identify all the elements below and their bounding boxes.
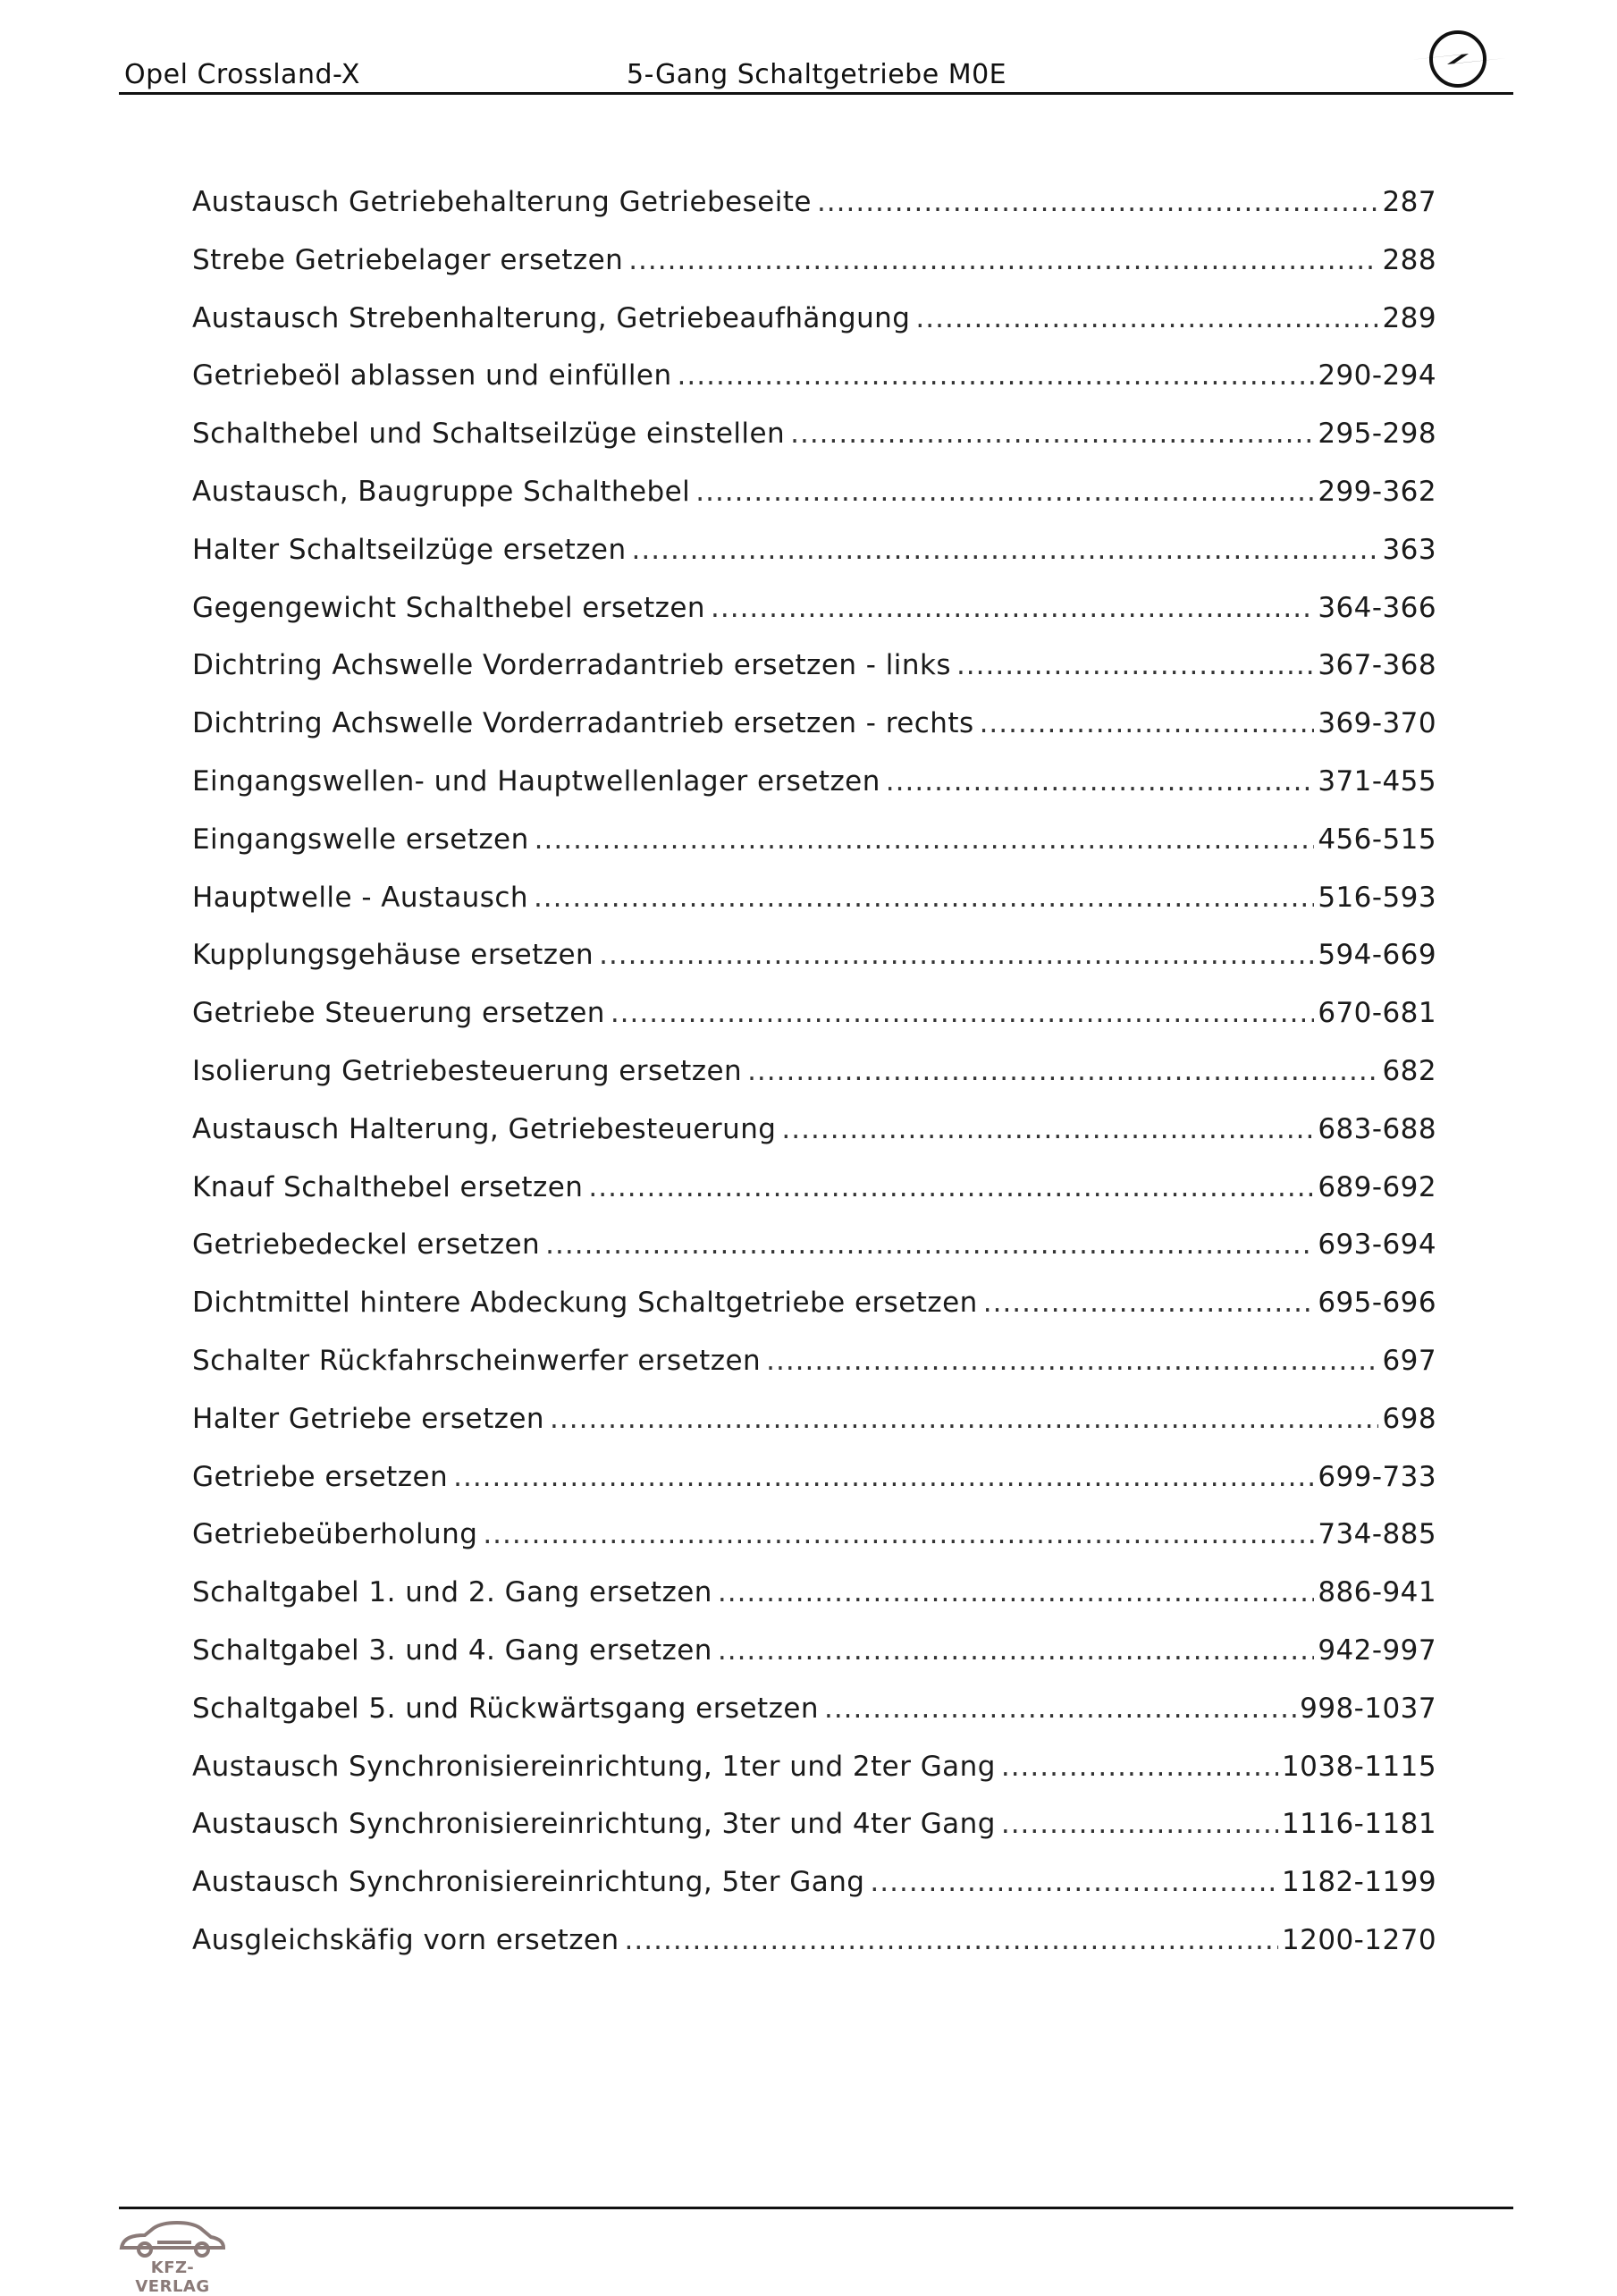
toc-entry-page: 594-669 bbox=[1318, 939, 1436, 972]
footer-divider bbox=[119, 2207, 1513, 2209]
toc-entry-title: Strebe Getriebelager ersetzen bbox=[192, 243, 624, 276]
toc-entry bbox=[192, 1808, 1436, 1866]
toc-entry-page: 698 bbox=[1382, 1402, 1436, 1435]
opel-blitz-logo-icon bbox=[1408, 25, 1508, 89]
toc-dot-leader bbox=[718, 1576, 1314, 1608]
toc-dot-leader bbox=[453, 1461, 1314, 1493]
toc-dot-leader bbox=[718, 1634, 1314, 1667]
toc-entry bbox=[192, 418, 1436, 476]
toc-entry-page: 516-593 bbox=[1318, 881, 1436, 914]
header-vehicle-title: Opel Crossland-X bbox=[124, 59, 360, 90]
toc-entry-title: Eingangswellen- und Hauptwellenlager ersetzen bbox=[192, 764, 880, 798]
toc-entry-page: 1038-1115 bbox=[1281, 1750, 1436, 1783]
header-chapter-title: 5-Gang Schaltgetriebe M0E bbox=[627, 59, 1007, 90]
toc-entry-page: 689-692 bbox=[1318, 1170, 1436, 1203]
toc-entry-page: 456-515 bbox=[1318, 823, 1436, 856]
toc-dot-leader bbox=[983, 1287, 1315, 1319]
toc-dot-leader bbox=[550, 1403, 1378, 1435]
toc-entry-page: 1182-1199 bbox=[1281, 1866, 1436, 1899]
toc-entry-page: 363 bbox=[1382, 533, 1436, 566]
toc-entry-title: Getriebe ersetzen bbox=[192, 1460, 449, 1493]
toc-dot-leader bbox=[711, 592, 1314, 624]
toc-entry-title: Schaltgabel 1. und 2. Gang ersetzen bbox=[192, 1576, 712, 1609]
toc-entry-page: 1116-1181 bbox=[1281, 1808, 1436, 1841]
toc-entry-page: 695-696 bbox=[1318, 1287, 1436, 1320]
toc-entry-title: Halter Schaltseilzüge ersetzen bbox=[192, 533, 627, 566]
toc-entry-page: 670-681 bbox=[1318, 997, 1436, 1030]
toc-dot-leader bbox=[824, 1692, 1296, 1725]
toc-entry-page: 369-370 bbox=[1318, 707, 1436, 740]
toc-dot-leader bbox=[956, 649, 1314, 681]
toc-dot-leader bbox=[980, 707, 1315, 739]
toc-entry bbox=[192, 1228, 1436, 1287]
toc-entry-title: Getriebeöl ablassen und einfüllen bbox=[192, 359, 672, 393]
toc-entry bbox=[192, 882, 1436, 940]
toc-entry-title: Ausgleichskäfig vorn ersetzen bbox=[192, 1923, 619, 1956]
toc-entry bbox=[192, 1751, 1436, 1809]
toc-entry-title: Austausch Getriebehalterung Getriebeseite bbox=[192, 186, 812, 218]
toc-entry-title: Austausch Synchronisiereinrichtung, 1ter und 2ter Gang bbox=[192, 1750, 996, 1783]
toc-dot-leader bbox=[599, 939, 1314, 971]
toc-entry-title: Dichtring Achswelle Vorderradantrieb ersetzen - links bbox=[192, 649, 951, 682]
toc-entry-title: Eingangswelle ersetzen bbox=[192, 823, 529, 856]
toc-entry bbox=[192, 1345, 1436, 1403]
toc-entry bbox=[192, 244, 1436, 302]
toc-entry-title: Getriebedeckel ersetzen bbox=[192, 1228, 541, 1262]
toc-entry-title: Getriebeüberholung bbox=[192, 1518, 478, 1551]
toc-entry bbox=[192, 1113, 1436, 1171]
toc-entry-title: Austausch Synchronisiereinrichtung, 5ter Gang bbox=[192, 1866, 865, 1899]
toc-entry bbox=[192, 823, 1436, 882]
toc-dot-leader bbox=[483, 1518, 1314, 1550]
toc-entry bbox=[192, 707, 1436, 765]
toc-entry bbox=[192, 1518, 1436, 1576]
toc-dot-leader bbox=[628, 244, 1378, 276]
toc-entry-page: 364-366 bbox=[1318, 591, 1436, 624]
toc-entry-page: 299-362 bbox=[1318, 475, 1436, 508]
toc-dot-leader bbox=[678, 359, 1315, 392]
toc-entry-page: 886-941 bbox=[1318, 1576, 1436, 1609]
toc-entry bbox=[192, 359, 1436, 418]
toc-entry-title: Schalter Rückfahrscheinwerfer ersetzen bbox=[192, 1344, 762, 1377]
toc-entry-title: Getriebe Steuerung ersetzen bbox=[192, 997, 605, 1030]
toc-entry-title: Kupplungsgehäuse ersetzen bbox=[192, 939, 594, 972]
toc-dot-leader bbox=[781, 1113, 1314, 1145]
toc-dot-leader bbox=[588, 1171, 1314, 1203]
toc-entry-title: Gegengewicht Schalthebel ersetzen bbox=[192, 591, 706, 624]
toc-dot-leader bbox=[632, 534, 1379, 566]
toc-dot-leader bbox=[766, 1345, 1378, 1377]
toc-entry-page: 1200-1270 bbox=[1281, 1923, 1436, 1956]
toc-dot-leader bbox=[817, 186, 1379, 218]
toc-entry-page: 683-688 bbox=[1318, 1112, 1436, 1145]
toc-entry bbox=[192, 592, 1436, 650]
toc-entry-title: Schaltgabel 3. und 4. Gang ersetzen bbox=[192, 1633, 712, 1667]
toc-dot-leader bbox=[611, 997, 1314, 1029]
toc-entry bbox=[192, 1171, 1436, 1229]
toc-entry bbox=[192, 1634, 1436, 1692]
toc-entry-title: Schalthebel und Schaltseilzüge einstellen bbox=[192, 418, 786, 451]
toc-entry bbox=[192, 1692, 1436, 1751]
publisher-name: KFZ-VERLAG bbox=[135, 2258, 210, 2296]
toc-entry-page: 998-1037 bbox=[1300, 1692, 1436, 1725]
toc-entry-page: 697 bbox=[1382, 1344, 1436, 1377]
toc-entry-title: Dichtmittel hintere Abdeckung Schaltgetriebe ersetzen bbox=[192, 1287, 978, 1320]
toc-entry-title: Knauf Schalthebel ersetzen bbox=[192, 1170, 584, 1203]
toc-entry-title: Hauptwelle - Austausch bbox=[192, 881, 528, 914]
toc-entry-title: Austausch, Baugruppe Schalthebel bbox=[192, 475, 691, 508]
toc-entry bbox=[192, 186, 1436, 244]
toc-dot-leader bbox=[534, 882, 1314, 914]
toc-entry-page: 367-368 bbox=[1318, 649, 1436, 682]
toc-entry-title: Austausch Strebenhalterung, Getriebeaufhängung bbox=[192, 301, 911, 334]
toc-entry-page: 295-298 bbox=[1318, 418, 1436, 451]
toc-entry bbox=[192, 1403, 1436, 1461]
toc-entry bbox=[192, 476, 1436, 534]
toc-entry-page: 699-733 bbox=[1318, 1460, 1436, 1493]
toc-dot-leader bbox=[695, 476, 1314, 508]
toc-entry bbox=[192, 1055, 1436, 1113]
toc-entry bbox=[192, 302, 1436, 360]
toc-dot-leader bbox=[535, 823, 1315, 856]
toc-dot-leader bbox=[790, 418, 1314, 450]
toc-entry bbox=[192, 1924, 1436, 1982]
toc-entry-page: 289 bbox=[1382, 301, 1436, 334]
toc-entry-page: 734-885 bbox=[1318, 1518, 1436, 1551]
toc-dot-leader bbox=[886, 765, 1315, 798]
toc-entry-title: Schaltgabel 5. und Rückwärtsgang ersetzen bbox=[192, 1692, 819, 1725]
toc-entry-title: Dichtring Achswelle Vorderradantrieb ersetzen - rechts bbox=[192, 707, 974, 740]
toc-entry bbox=[192, 1461, 1436, 1519]
table-of-contents bbox=[192, 186, 1436, 1982]
toc-entry-title: Austausch Halterung, Getriebesteuerung bbox=[192, 1112, 777, 1145]
toc-dot-leader bbox=[747, 1055, 1378, 1087]
toc-entry-page: 371-455 bbox=[1318, 764, 1436, 798]
toc-entry bbox=[192, 1576, 1436, 1634]
toc-dot-leader bbox=[625, 1924, 1278, 1956]
toc-entry bbox=[192, 765, 1436, 823]
toc-entry-page: 942-997 bbox=[1318, 1633, 1436, 1667]
toc-entry bbox=[192, 997, 1436, 1055]
toc-dot-leader bbox=[1001, 1808, 1278, 1840]
toc-entry bbox=[192, 534, 1436, 592]
page-header bbox=[119, 52, 1513, 97]
toc-entry bbox=[192, 649, 1436, 707]
toc-dot-leader bbox=[1001, 1751, 1278, 1783]
toc-entry bbox=[192, 939, 1436, 997]
toc-entry-page: 290-294 bbox=[1318, 359, 1436, 393]
toc-dot-leader bbox=[915, 302, 1378, 334]
toc-entry-title: Isolierung Getriebesteuerung ersetzen bbox=[192, 1054, 743, 1087]
header-divider bbox=[119, 92, 1513, 95]
toc-entry-page: 682 bbox=[1382, 1054, 1436, 1087]
toc-dot-leader bbox=[870, 1866, 1278, 1898]
toc-entry-page: 693-694 bbox=[1318, 1228, 1436, 1262]
toc-entry-page: 288 bbox=[1382, 243, 1436, 276]
toc-dot-leader bbox=[545, 1228, 1314, 1261]
toc-entry bbox=[192, 1866, 1436, 1924]
toc-entry-title: Halter Getriebe ersetzen bbox=[192, 1402, 545, 1435]
toc-entry bbox=[192, 1287, 1436, 1345]
toc-entry-title: Austausch Synchronisiereinrichtung, 3ter und 4ter Gang bbox=[192, 1808, 996, 1841]
toc-entry-page: 287 bbox=[1382, 186, 1436, 218]
